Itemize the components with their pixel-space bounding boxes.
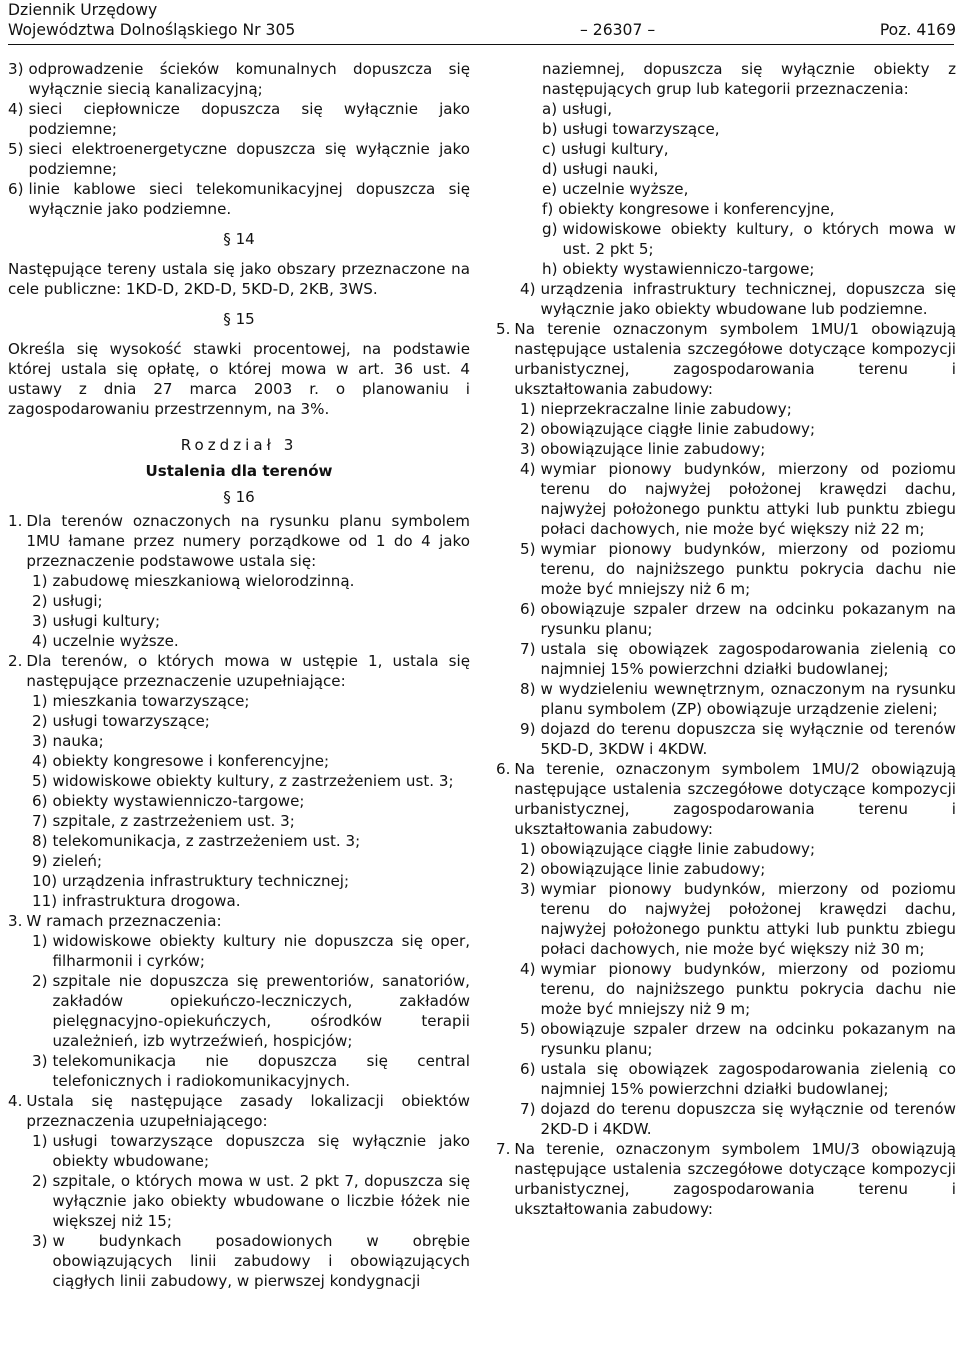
- paragraph-7: 7. Na terenie, oznaczonym symbolem 1MU/3 obowiązują następujące ustalenia szczegółowe dotyczące kompozycji urbanistycznej, zagospodarowania terenu i ukształtowania zabudowy:: [496, 1140, 956, 1218]
- paragraph-6: 6. Na terenie, oznaczonym symbolem 1MU/2 obowiązują następujące ustalenia szczegółowe dotyczące kompozycji urbanistycznej, zagospodarowania terenu i ukształtowania zabudowy:: [496, 760, 956, 838]
- list-item: 3) telekomunikacja nie dopuszcza się central telefonicznych i radiokomunikacyjnych.: [32, 1052, 470, 1090]
- list-item: 3) usługi kultury;: [32, 612, 161, 630]
- section-14-heading: § 14: [223, 230, 255, 248]
- list-item: 6) linie kablowe sieci telekomunikacyjnej dopuszcza się wyłącznie jako podziemne.: [8, 180, 470, 218]
- list-item: 1) obowiązujące ciągłe linie zabudowy;: [520, 840, 816, 858]
- intro-list: [8, 59, 470, 219]
- list-item: 1) widowiskowe obiekty kultury nie dopuszcza się oper, filharmonii i cyrków;: [32, 932, 470, 970]
- list-item: 7) ustala się obowiązek zagospodarowania zielenią co najmniej 15% powierzchni działki budowlanej;: [520, 640, 956, 678]
- list-item: 3) nauka;: [32, 732, 104, 750]
- list-item: c) usługi kultury,: [542, 140, 669, 158]
- list-item: 10) urządzenia infrastruktury technicznej;: [32, 872, 350, 890]
- header-rule: [8, 44, 954, 45]
- list-item: 5) obowiązuje szpaler drzew na odcinku pokazanym na rysunku planu;: [520, 1020, 956, 1058]
- page-number: – 26307 –: [580, 21, 656, 39]
- list-item: 4) urządzenia infrastruktury technicznej, dopuszcza się wyłącznie jako obiekty wbudowane lub podziemne.: [520, 280, 956, 318]
- section-15-text: Określa się wysokość stawki procentowej, na podstawie której ustala się opłatę, o której mowa w art. 36 ust. 4 ustawy z dnia 27 marca 2003 r. o planowaniu i zagospodarowaniu przestrzennym, na 3%.: [8, 340, 470, 418]
- publisher-issue: Województwa Dolnośląskiego Nr 305: [8, 21, 296, 39]
- list-item: b) usługi towarzyszące,: [542, 120, 720, 138]
- continued-text: naziemnej, dopuszcza się wyłącznie obiekty z następujących grup lub kategorii przeznaczenia:: [542, 60, 956, 98]
- list-item: 8) w wydzieleniu wewnętrznym, oznaczonym na rysunku planu symbolem (ZP) obowiązuje urządzenie zieleni;: [520, 680, 956, 718]
- section-16-heading: § 16: [223, 488, 255, 506]
- list-item: 4) uczelnie wyższe.: [32, 632, 179, 650]
- list-item: 2) usługi;: [32, 592, 103, 610]
- list-item: 6) obiekty wystawienniczo-targowe;: [32, 792, 305, 810]
- list-item: 4) obiekty kongresowe i konferencyjne;: [32, 752, 330, 770]
- left-column: [8, 59, 470, 1291]
- list-item: 1) zabudowę mieszkaniową wielorodzinną.: [32, 572, 355, 590]
- list-item: 2) szpitale nie dopuszcza się prewentoriów, sanatoriów, zakładów opiekuńczo-leczniczych, zakładów pielęgnacyjno-opiekuńczych, ośrodków terapii uzależnień, izb wytrzeźwień, hospicjów;: [32, 972, 470, 1050]
- list-item: f) obiekty kongresowe i konferencyjne,: [542, 200, 835, 218]
- list-item: 6) ustala się obowiązek zagospodarowania zielenią co najmniej 15% powierzchni działki budowlanej;: [520, 1060, 956, 1098]
- header-line-2: [8, 20, 956, 40]
- list-item: 11) infrastruktura drogowa.: [32, 892, 241, 910]
- list-item: 6) obowiązuje szpaler drzew na odcinku pokazanym na rysunku planu;: [520, 600, 956, 638]
- position-number: Poz. 4169: [879, 21, 956, 39]
- section-14-text: Następujące tereny ustala się jako obszary przeznaczone na cele publiczne: 1KD-D, 2KD-D, 5KD-D, 2KB, 3WS.: [8, 260, 470, 298]
- list-item: 3) w budynkach posadowionych w obrębie obowiązujących linii zabudowy i obowiązujących ciągłych linii zabudowy, w pierwszej kondygnacji: [32, 1232, 470, 1290]
- list-item: 1) mieszkania towarzyszące;: [32, 692, 250, 710]
- list-item: 5) sieci elektroenergetyczne dopuszcza się wyłącznie jako podziemne;: [8, 140, 470, 178]
- list-item: 4) sieci ciepłownicze dopuszcza się wyłącznie jako podziemne;: [8, 100, 470, 138]
- list-item: 1) usługi towarzyszące dopuszcza się wyłącznie jako obiekty wbudowane;: [32, 1132, 470, 1170]
- list-item: e) uczelnie wyższe,: [542, 180, 689, 198]
- header-line-1: [8, 0, 956, 20]
- list-item: 9) dojazd do terenu dopuszcza się wyłącznie od terenów 5KD-D, 3KDW i 4KDW.: [520, 720, 956, 758]
- list-item: g) widowiskowe obiekty kultury, o których mowa w ust. 2 pkt 5;: [542, 220, 956, 258]
- list-item: 1) nieprzekraczalne linie zabudowy;: [520, 400, 792, 418]
- list-item: 9) zieleń;: [32, 852, 103, 870]
- list-item: 2) usługi towarzyszące;: [32, 712, 210, 730]
- list-item: h) obiekty wystawienniczo-targowe;: [542, 260, 815, 278]
- journal-title: Dziennik Urzędowy: [8, 1, 158, 19]
- list-item: 3) wymiar pionowy budynków, mierzony od poziomu terenu do najwyżej położonej krawędzi dachu, najwyżej położonego punktu attyki lub punktu zbiegu połaci dachowych, nie może być większy niż 30 m;: [520, 880, 956, 958]
- list-item: 2) obowiązujące ciągłe linie zabudowy;: [520, 420, 816, 438]
- list-item: 3) obowiązujące linie zabudowy;: [520, 440, 766, 458]
- paragraph-2: 2. Dla terenów, o których mowa w ustępie 1, ustala się następujące przeznaczenie uzupełniające:: [8, 652, 470, 690]
- paragraph-1: 1. Dla terenów oznaczonych na rysunku planu symbolem 1MU łamane przez numery porządkowe od 1 do 4 jako przeznaczenie podstawowe ustala się:: [8, 512, 470, 570]
- chapter-title: Ustalenia dla terenów: [145, 462, 333, 480]
- list-item: 4) wymiar pionowy budynków, mierzony od poziomu terenu, do najniższego punktu pokrycia dachu nie może być mniejszy niż 9 m;: [520, 960, 956, 1018]
- right-column: [496, 59, 956, 1219]
- section-15-heading: § 15: [223, 310, 255, 328]
- list-item: a) usługi,: [542, 100, 612, 118]
- list-item: 4) wymiar pionowy budynków, mierzony od poziomu terenu do najwyżej położonej krawędzi dachu, najwyżej położonego punktu attyki lub punktu zbiegu połaci dachowych, nie może być większy niż 22 m;: [520, 460, 956, 538]
- chapter-heading: Rozdział 3: [180, 436, 298, 454]
- paragraph-5: 5. Na terenie oznaczonym symbolem 1MU/1 obowiązują następujące ustalenia szczegółowe dotyczące kompozycji urbanistycznej, zagospodarowania terenu i ukształtowania zabudowy:: [496, 320, 956, 398]
- list-item: d) usługi nauki,: [542, 160, 659, 178]
- paragraph-4: 4. Ustala się następujące zasady lokalizacji obiektów przeznaczenia uzupełniającego:: [8, 1092, 470, 1130]
- paragraph-3: 3. W ramach przeznaczenia:: [8, 912, 222, 930]
- list-item: 3) odprowadzenie ścieków komunalnych dopuszcza się wyłącznie siecią kanalizacyjną;: [8, 60, 470, 98]
- list-item: 2) obowiązujące linie zabudowy;: [520, 860, 766, 878]
- list-item: 2) szpitale, o których mowa w ust. 2 pkt 7, dopuszcza się wyłącznie jako obiekty wbudowane o liczbie łóżek nie większej niż 15;: [32, 1172, 470, 1230]
- list-item: 5) widowiskowe obiekty kultury, z zastrzeżeniem ust. 3;: [32, 772, 454, 790]
- list-item: 8) telekomunikacja, z zastrzeżeniem ust. 3;: [32, 832, 361, 850]
- list-item: 7) dojazd do terenu dopuszcza się wyłącznie od terenów 2KD-D i 4KDW.: [520, 1100, 956, 1138]
- list-item: 7) szpitale, z zastrzeżeniem ust. 3;: [32, 812, 295, 830]
- list-item: 5) wymiar pionowy budynków, mierzony od poziomu terenu, do najniższego punktu pokrycia dachu nie może być mniejszy niż 6 m;: [520, 540, 956, 598]
- page-header: [8, 0, 956, 40]
